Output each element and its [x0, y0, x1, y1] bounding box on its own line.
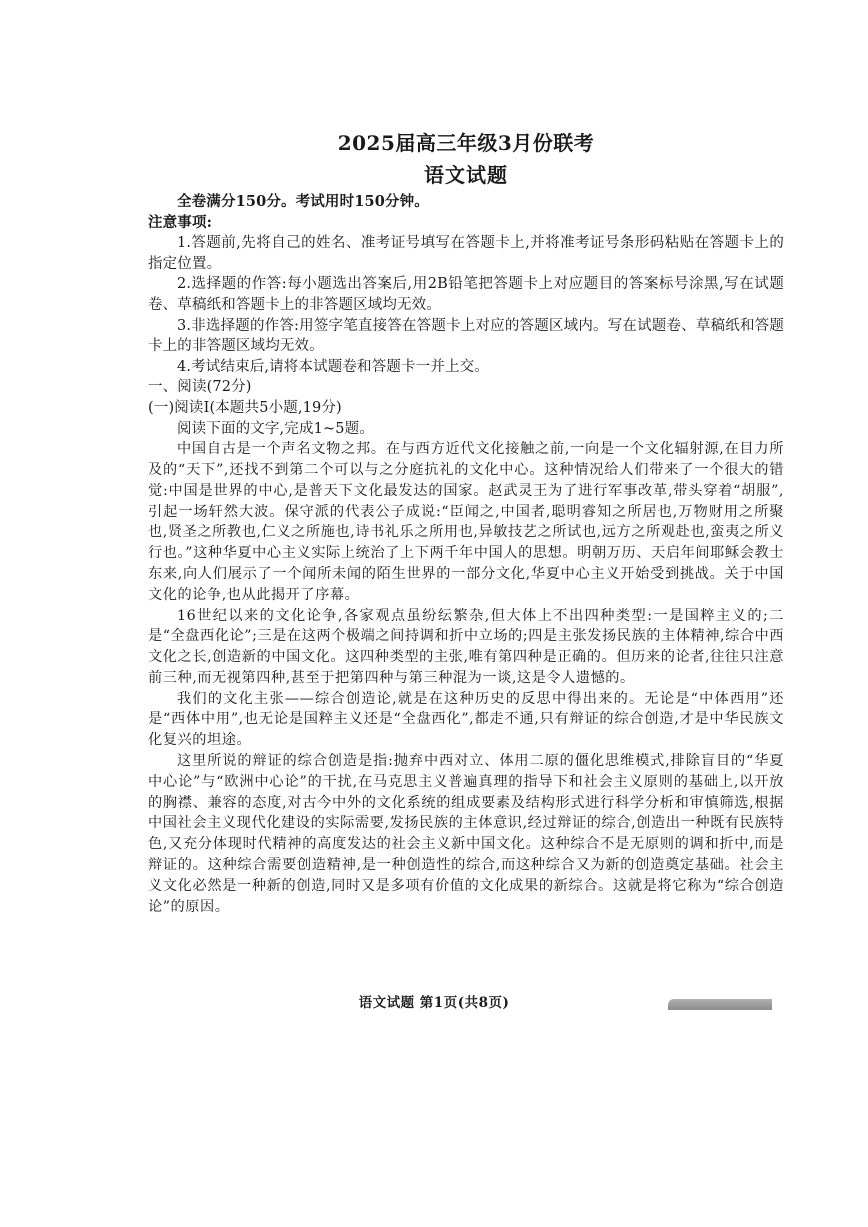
notes-item: 2.选择题的作答:每小题选出答案后,用2B铅笔把答题卡上对应题目的答案标号涂黑,写在试题卷、草稿纸和答题卡上的非答题区域均无效。 — [148, 276, 784, 313]
passage-paragraph: 16世纪以来的文化论争,各家观点虽纷纭繁杂,但大体上不出四种类型:一是国粹主义的;二是“全盘西化论”;三是在这两个极端之间持调和折中立场的;四是主张发扬民族的主体精神,综合中西文化之长,创造新的中国文化。这四种类型的主张,唯有第四种是正确的。但历来的论者,往往只注意前三种,而无视第四种,甚至于把第四种与第三种混为一谈,这是令人遗憾的。 — [148, 607, 784, 686]
page-corner-decoration — [668, 999, 772, 1010]
page-footer: 语文试题 第1页(共8页) — [358, 995, 510, 1011]
exam-title: 2025届高三年级3月份联考 — [337, 131, 595, 155]
notes-item: 4.考试结束后,请将本试题卷和答题卡一并上交。 — [177, 358, 489, 375]
notes-item: 3.非选择题的作答:用签字笔直接答在答题卡上对应的答题区域内。写在试题卷、草稿纸和答题卡上的非答题区域均无效。 — [148, 317, 784, 355]
section-instruction: 阅读下面的文字,完成1~5题。 — [177, 420, 374, 437]
score-info: 全卷满分150分。考试用时150分钟。 — [177, 193, 429, 210]
section-heading: 一、阅读(72分) — [148, 379, 252, 396]
passage-paragraph: 中国自古是一个声名文物之邦。在与西方近代文化接触之前,一向是一个文化辐射源,在目力所及的“天下”,还找不到第二个可以与之分庭抗礼的文化中心。这种情况给人们带来了一个很大的错觉:中国是世界的中心,是普天下文化最发达的国家。赵武灵王为了进行军事改革,带头穿着“胡服”,引起一场轩然大波。保守派的代表公子成说:“臣闻之,中国者,聪明睿知之所居也,万物财用之所聚也,贤圣之所教也,仁义之所施也,诗书礼乐之所用也,异敏技艺之所试也,远方之所观赴也,蛮夷之所义行也。”这种华夏中心主义实际上统治了上下两千年中国人的思想。明朝万历、天启年间耶稣会教士东来,向人们展示了一个闻所未闻的陌生世界的一部分文化,华夏中心主义开始受到挑战。关于中国文化的论争,也从此揭开了序幕。 — [148, 441, 784, 603]
notes-heading: 注意事项: — [148, 213, 213, 231]
exam-content — [148, 130, 784, 917]
passage-paragraph: 这里所说的辩证的综合创造是指:抛弃中西对立、体用二原的僵化思维模式,排除盲目的“华夏中心论”与“欧洲中心论”的干扰,在马克思主义普遍真理的指导下和社会主义原则的基础上,以开放的胸襟、兼容的态度,对古今中外的文化系统的组成要素及结构形式进行科学分析和审慎筛选,根据中国社会主义现代化建设的实际需要,发扬民族的主体意识,经过辩证的综合,创造出一种既有民族特色,又充分体现时代精神的高度发达的社会主义新中国文化。这种综合不是无原则的调和折中,而是辩证的。这种综合需要创造精神,是一种创造性的综合,而这种综合又为新的创造奠定基础。社会主义文化必然是一种新的创造,同时又是多项有价值的文化成果的新综合。这就是将它称为“综合创造论”的原因。 — [148, 753, 784, 915]
exam-subtitle: 语文试题 — [424, 163, 508, 187]
passage-paragraph: 我们的文化主张——综合创造论,就是在这种历史的反思中得出来的。无论是“中体西用”还是“西体中用”,也无论是国粹主义还是“全盘西化”,都走不通,只有辩证的综合创造,才是中华民族文化复兴的坦途。 — [148, 690, 784, 749]
notes-item: 1.答题前,先将自己的姓名、准考证号填写在答题卡上,并将准考证号条形码粘贴在答题卡上的指定位置。 — [148, 235, 784, 272]
section-subheading: (一)阅读Ⅰ(本题共5小题,19分) — [148, 399, 342, 416]
